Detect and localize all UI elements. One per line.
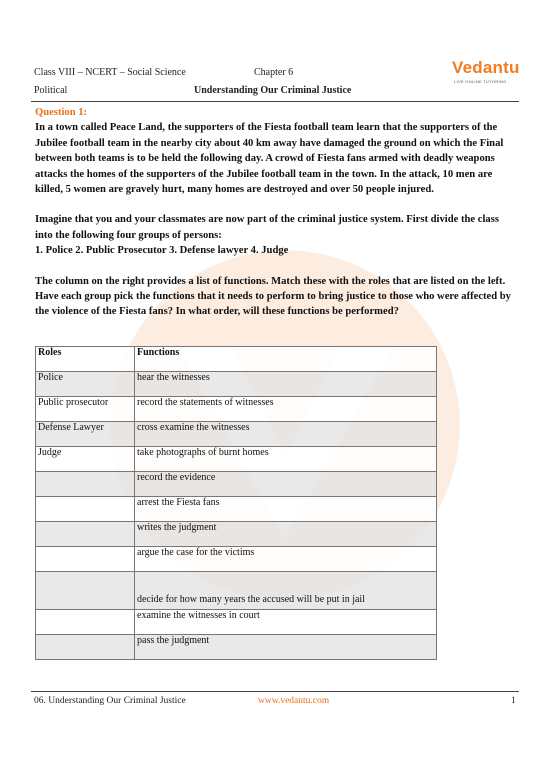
table-row — [36, 372, 437, 397]
header-divider — [31, 101, 519, 102]
table-row — [36, 547, 437, 572]
question-paragraph-2: Imagine that you and your classmates are now part of the criminal justice system. First divide the class into the following four groups of persons: — [35, 214, 499, 241]
table-cell-function: decide for how many years the accused will be put in jail — [135, 572, 437, 610]
vedantu-logo-tagline: LIVE ONLINE TUTORING — [454, 79, 507, 84]
table-row — [36, 572, 437, 610]
question-paragraph-1: In a town called Peace Land, the supporters of the Fiesta football team learn that the supporters of the Jubilee football team in the nearby city about 40 km away have damaged the ground on which the Final between both teams is to be held the following day. A crowd of Fiesta fans armed with deadly weapons attacks the homes of the supporters of the Jubilee football team in the town. In the attack, 10 men are killed, 5 women are gravely hurt, many homes are destroyed and over 50 people injured. — [35, 122, 504, 196]
vedantu-logo-wordmark: Vedantu — [452, 58, 520, 77]
table-cell-role — [36, 522, 135, 547]
table-cell-role — [36, 547, 135, 572]
footer-divider — [31, 691, 519, 692]
table-cell-function: arrest the Fiesta fans — [135, 497, 437, 522]
table-row — [36, 497, 437, 522]
table-cell-role — [36, 472, 135, 497]
table-cell-function: hear the witnesses — [135, 372, 437, 397]
table-cell-role — [36, 635, 135, 660]
table-cell-function: examine the witnesses in court — [135, 610, 437, 635]
table-header-row — [36, 347, 437, 372]
header-class-label: Class VIII – NCERT – Social Science — [34, 67, 186, 78]
header-chapter-title: Understanding Our Criminal Justice — [194, 85, 352, 96]
footer-chapter-label: 06. Understanding Our Criminal Justice — [34, 696, 186, 706]
table-cell-function: argue the case for the victims — [135, 547, 437, 572]
table-row — [36, 447, 437, 472]
question-title: Question 1: — [35, 107, 88, 118]
table-cell-role: Judge — [36, 447, 135, 472]
table-cell-function: pass the judgment — [135, 635, 437, 660]
question-content — [35, 105, 517, 320]
vedantu-logo — [452, 58, 520, 90]
table-row — [36, 422, 437, 447]
table-cell-role — [36, 572, 135, 610]
table-cell-function: writes the judgment — [135, 522, 437, 547]
table-cell-role — [36, 497, 135, 522]
table-row — [36, 522, 437, 547]
roles-functions-table — [35, 346, 437, 660]
table-row — [36, 610, 437, 635]
table-row — [36, 472, 437, 497]
table-cell-function: cross examine the witnesses — [135, 422, 437, 447]
table-cell-function: take photographs of burnt homes — [135, 447, 437, 472]
footer-page-number: 1 — [511, 696, 516, 706]
question-paragraph-3: The column on the right provides a list of functions. Match these with the roles that are listed on the left. Have each group pick the functions that it needs to perform to bring justice to those who were affected by the violence of the Fiesta fans? In what order, will these functions be performed? — [35, 275, 511, 318]
table-cell-role — [36, 610, 135, 635]
header-chapter-label: Chapter 6 — [254, 67, 294, 78]
table-row — [36, 397, 437, 422]
header-subject-label: Political — [34, 85, 68, 96]
table-header-functions: Functions — [135, 347, 437, 372]
question-groups-list: 1. Police 2. Public Prosecutor 3. Defense lawyer 4. Judge — [35, 245, 289, 257]
table-cell-role: Public prosecutor — [36, 397, 135, 422]
footer-website-link[interactable]: www.vedantu.com — [258, 696, 330, 706]
table-cell-function: record the evidence — [135, 472, 437, 497]
table-row — [36, 635, 437, 660]
table-cell-function: record the statements of witnesses — [135, 397, 437, 422]
table-cell-role: Police — [36, 372, 135, 397]
table-header-roles: Roles — [36, 347, 135, 372]
table-cell-role: Defense Lawyer — [36, 422, 135, 447]
